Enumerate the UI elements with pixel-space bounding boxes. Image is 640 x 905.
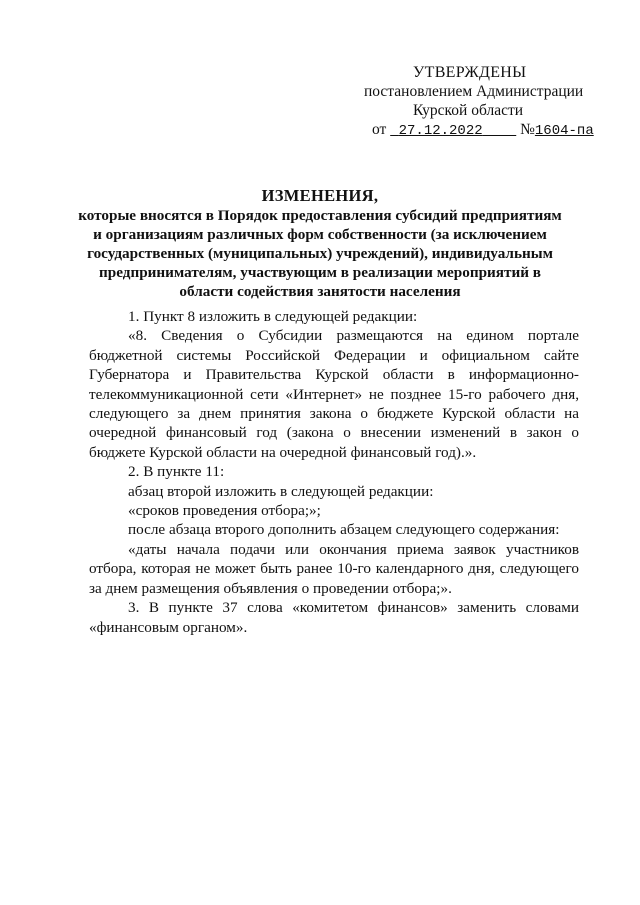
approval-stamp — [360, 63, 600, 141]
date-prefix: от — [372, 121, 387, 138]
subtitle-line: и организациям различных форм собственности (за исключением — [93, 226, 547, 243]
paragraph: 1. Пункт 8 изложить в следующей редакции: — [128, 308, 418, 325]
approval-number: 1604-па — [534, 123, 594, 139]
paragraph: 3. В пункте 37 слова «комитетом финансов» заменить словами «финансовым органом». — [89, 599, 579, 636]
paragraph: 2. В пункте 11: — [128, 463, 225, 481]
number-prefix: № — [520, 121, 535, 138]
paragraph: абзац второй изложить в следующей редакции: — [128, 482, 434, 500]
paragraph: после абзаца второго дополнить абзацем следующего содержания: — [128, 521, 560, 539]
document-title-block — [60, 186, 580, 301]
subtitle-line: которые вносятся в Порядок предоставления субсидий предприятиям — [78, 207, 562, 224]
paragraph: «8. Сведения о Субсидии размещаются на едином портале бюджетной системы Российской Федерации и официальном сайте Губернатора и Правительства Курской области в информационно-телекоммуникационной сети «Интернет» не позднее 15-го рабочего дня, следующего за днем принятия закона о бюджете Курской области на очередной финансовый год (закона о внесении изменений в закон о бюджете Курской области на очередной финансовый год).». — [89, 327, 579, 461]
subtitle-line: области содействия занятости населения — [179, 283, 461, 300]
document-body — [89, 307, 579, 637]
subtitle-line: предпринимателям, участвующим в реализации мероприятий в — [99, 264, 541, 281]
approval-region: Курской области — [413, 102, 524, 119]
paragraph: «даты начала подачи или окончания приема заявок участников отбора, которая не может быть ранее 10-го календарного дня, следующего за днем размещения объявления о проведении отбора;». — [89, 540, 579, 597]
approval-date: 27.12.2022 — [398, 123, 483, 139]
subtitle-line: государственных (муниципальных) учреждений), индивидуальным — [87, 245, 553, 262]
approval-date-line — [360, 120, 600, 141]
document-title: ИЗМЕНЕНИЯ, — [261, 186, 379, 205]
paragraph: «сроков проведения отбора;»; — [128, 502, 321, 520]
approval-heading: УТВЕРЖДЕНЫ — [413, 64, 527, 81]
approval-authority: постановлением Администрации — [364, 83, 584, 100]
